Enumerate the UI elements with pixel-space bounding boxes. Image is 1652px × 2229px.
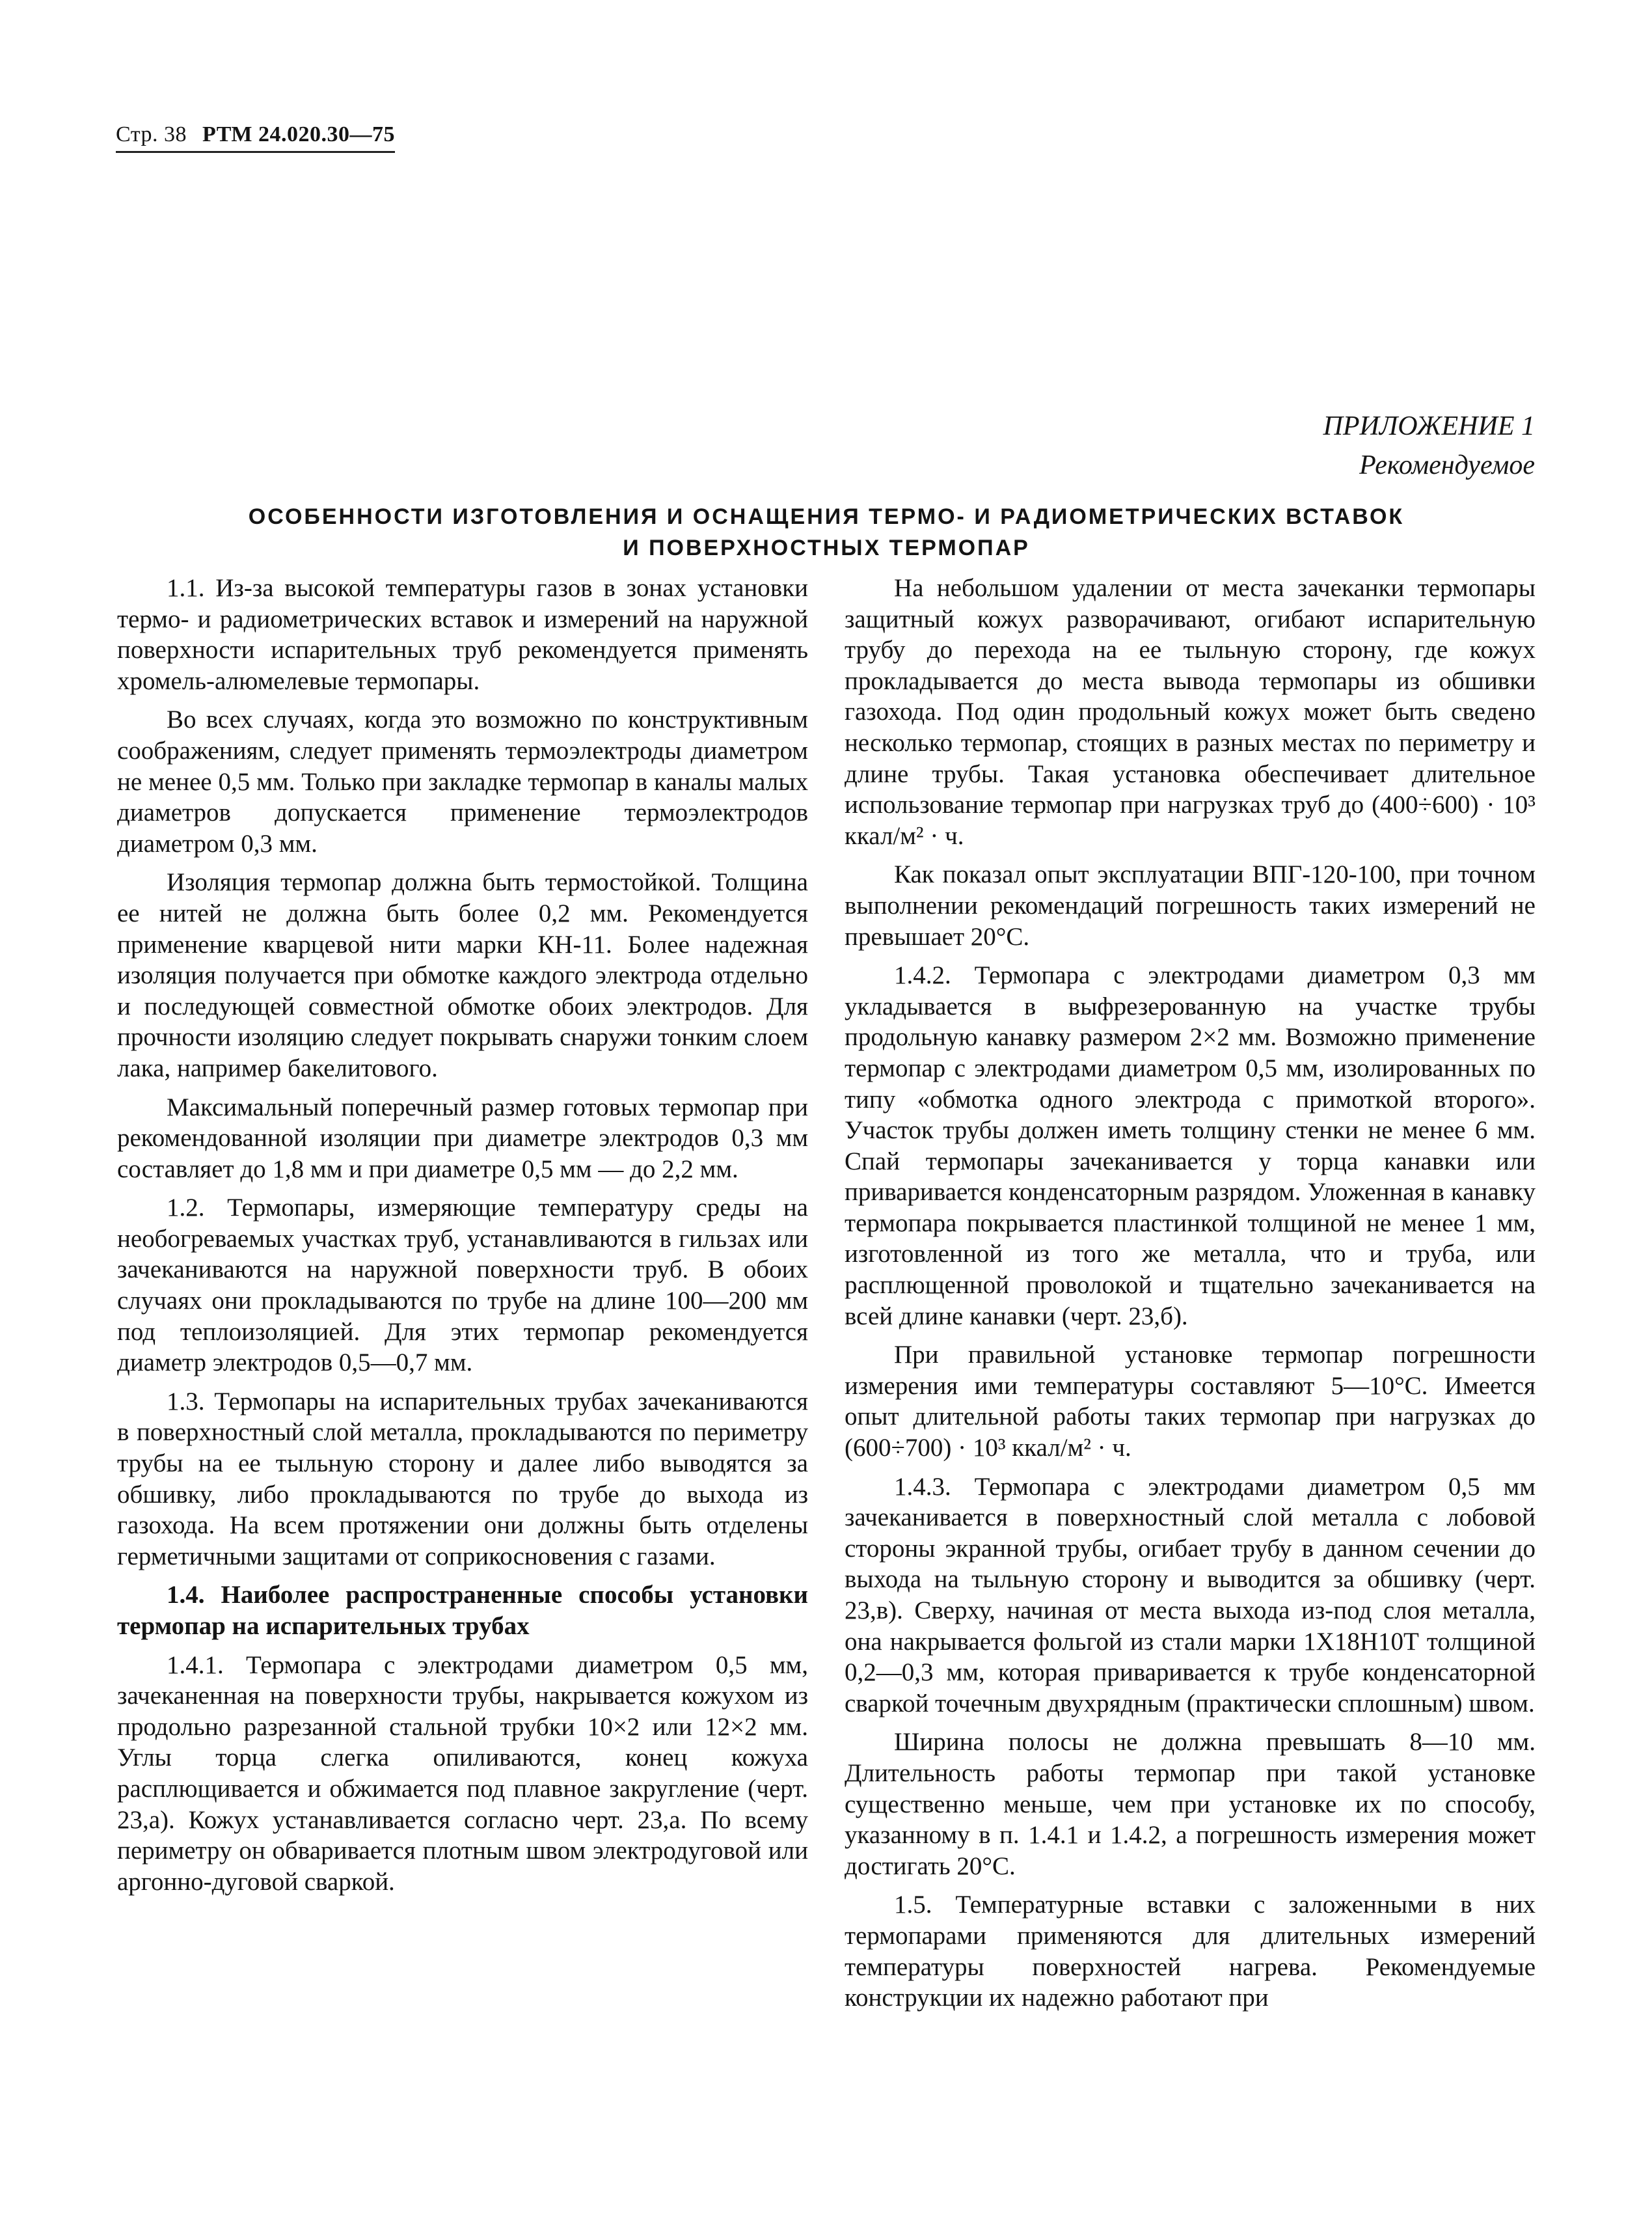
page-number: Стр. 38 <box>116 122 187 146</box>
appendix-number: ПРИЛОЖЕНИЕ 1 <box>1323 411 1535 441</box>
paragraph: Изоляция термопар должна быть термостойкой. Толщина ее нитей не должна быть более 0,2 мм. Рекомендуется применение кварцевой нити марки КН-11. Более надежная изоляция получается при обмотке каждого электрода отдельно и последующей совместной обмотке обоих электродов. Для прочности изоляцию следует покрывать снаружи тонким слоем лака, например бакелитового. <box>117 868 808 1082</box>
title-line-1: ОСОБЕННОСТИ ИЗГОТОВЛЕНИЯ И ОСНАЩЕНИЯ ТЕРМО- И РАДИОМЕТРИЧЕСКИХ ВСТАВОК <box>248 504 1405 529</box>
subsection-heading: 1.4. Наиболее распространенные способы установки термопар на испарительных трубах <box>117 1581 808 1640</box>
paragraph: 1.5. Температурные вставки с заложенными в них термопарами применяются для длительных измерений температуры поверхностей нагрева. Рекомендуемые конструкции их надежно работают при <box>845 1891 1536 2012</box>
paragraph: 1.3. Термопары на испарительных трубах зачеканиваются в поверхностный слой металла, прокладываются по периметру трубы на ее тыльную сторону и далее либо выводятся за обшивку, либо прокладываются по трубе до выхода из газохода. На всем протяжении они должны быть отделены герметичными защитами от соприкосновения с газами. <box>117 1387 808 1570</box>
paragraph: При правильной установке термопар погрешности измерения ими температуры составляют 5—10°С. Имеется опыт длительной работы таких термопар при нагрузках до (600÷700) · 10³ ккал/м² · ч. <box>845 1341 1536 1462</box>
paragraph: 1.4.3. Термопара с электродами диаметром 0,5 мм зачеканивается в поверхностный слой металла с лобовой стороны экранной трубы, огибает трубу в данном сечении до выхода на тыльную сторону и выводится за обшивку (черт. 23,в). Сверху, начиная от места выхода из-под слоя металла, она накрывается фольгой из стали марки 1Х18Н10Т толщиной 0,2—0,3 мм, которая приваривается к трубе конденсаторной сваркой точечным двухрядным (практически сплошным) швом. <box>845 1472 1536 1717</box>
paragraph: Во всех случаях, когда это возможно по конструктивным соображениям, следует применять термоэлектроды диаметром не менее 0,5 мм. Только при закладке термопар в каналы малых диаметров допускается применение термоэлектродов диаметром 0,3 мм. <box>117 705 808 858</box>
title-line-2: И ПОВЕРХНОСТНЫХ ТЕРМОПАР <box>623 536 1030 560</box>
running-header <box>116 122 395 153</box>
right-column <box>845 573 1536 2021</box>
paragraph: 1.1. Из-за высокой температуры газов в зонах установки термо- и радиометрических вставок и измерений на наружной поверхности испарительных труб рекомендуется применять хромель-алюмелевые термопары. <box>117 574 808 695</box>
paragraph: Ширина полосы не должна превышать 8—10 мм. Длительность работы термопар при такой установке существенно меньше, чем при установке их по способу, указанному в п. 1.4.1 и 1.4.2, а погрешность измерения может достигать 20°С. <box>845 1728 1536 1880</box>
section-title <box>117 501 1536 564</box>
paragraph: Максимальный поперечный размер готовых термопар при рекомендованной изоляции при диаметре электродов 0,3 мм составляет до 1,8 мм и при диаметре 0,5 мм — до 2,2 мм. <box>117 1093 808 1183</box>
document-code: РТМ 24.020.30—75 <box>202 122 396 146</box>
paragraph: 1.4.2. Термопара с электродами диаметром 0,3 мм укладывается в выфрезерованную на участке трубы продольную канавку размером 2×2 мм. Возможно применение термопар с электродами диаметром 0,5 мм, изолированных по типу «обмотка одного электрода с примоткой второго». Участок трубы должен иметь толщину стенки не менее 6 мм. Спай термопары зачеканивается у торца канавки или приваривается конденсаторным разрядом. Уложенная в канавку термопара покрывается пластинкой толщиной не менее 1 мм, изготовленной из того же металла, что и труба, или расплющенной проволокой и тщательно зачеканивается на всей длине канавки (черт. 23,б). <box>845 961 1536 1330</box>
paragraph: 1.2. Термопары, измеряющие температуру среды на необогреваемых участках труб, устанавливаются в гильзах или зачеканиваются на наружной поверхности труб. В обоих случаях они прокладываются по трубе на длине 100—200 мм под теплоизоляцией. Для этих термопар рекомендуется диаметр электродов 0,5—0,7 мм. <box>117 1194 808 1377</box>
left-column <box>117 573 808 1905</box>
paragraph: Как показал опыт эксплуатации ВПГ-120-100, при точном выполнении рекомендаций погрешность таких измерений не превышает 20°С. <box>845 860 1536 951</box>
appendix-status: Рекомендуемое <box>1359 450 1535 480</box>
paragraph: На небольшом удалении от места зачеканки термопары защитный кожух разворачивают, огибают испарительную трубу до перехода на ее тыльную сторону, где кожух прокладывается до места вывода термопары из обшивки газохода. Под один продольный кожух может быть сведено несколько термопар, стоящих в разных местах по периметру и длине трубы. Такая установка обеспечивает длительное использование термопар при нагрузках труб до (400÷600) · 10³ ккал/м² · ч. <box>845 574 1536 850</box>
appendix-label <box>1323 407 1535 485</box>
paragraph: 1.4.1. Термопара с электродами диаметром 0,5 мм, зачеканенная на поверхности трубы, накрывается кожухом из продольно разрезанной стальной трубки 10×2 или 12×2 мм. Углы торца слегка опиливаются, конец кожуха расплющивается и обжимается под плавное закругление (черт. 23,а). Кожух устанавливается согласно черт. 23,а. По всему периметру он обваривается плотным швом электродуговой или аргонно-дуговой сваркой. <box>117 1650 808 1896</box>
